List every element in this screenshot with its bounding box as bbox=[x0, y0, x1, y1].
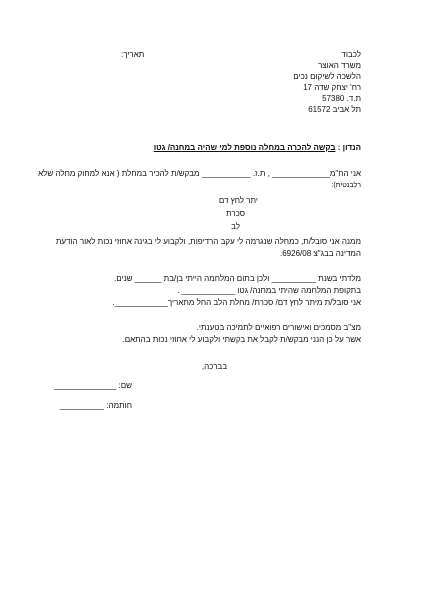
disease-heart: לב bbox=[231, 222, 240, 231]
recipient-line-3: הלשכה לשיקום נכים bbox=[293, 72, 361, 81]
signature-field: חותמה: __________ bbox=[59, 401, 132, 410]
recipient-line-5: ת.ד. 57380 bbox=[322, 94, 361, 103]
recipient-line-1: לכבוד bbox=[341, 50, 361, 59]
suffer-line-2: המדינה בבג"צ 6926/08. bbox=[279, 249, 361, 258]
period-line: בתקופת המלחמה שהיתי במחנה/ גטו ____________ . bbox=[177, 286, 361, 295]
recipient-line-6: תל אביב 61572 bbox=[308, 105, 361, 114]
subject-text: בקשה להכרה במחלה נוספת למי שהיה במחנה/ גטו bbox=[153, 143, 336, 152]
attached-line: מצ"ב מסמכים ואישורים רפואיים לתמיכה בטענתי. bbox=[196, 323, 361, 332]
name-field: שם: ______________ bbox=[54, 381, 132, 390]
born-line: מלדתי בשנת __________ ולכן בתום המלחמה הייתי בן/בת ______ שנים. bbox=[114, 274, 361, 283]
disease-hypertension: יתר לחץ דם bbox=[218, 196, 258, 205]
date-label: תאריך: bbox=[121, 50, 145, 59]
greeting: בברכה, bbox=[201, 362, 227, 371]
since-line: אני סובל/ת מיתר לחץ דם/ סכרת/ מחלת הלב החל מתאריך____________. bbox=[112, 298, 361, 307]
subject-label: הנדון : bbox=[337, 143, 361, 152]
recipient-line-4: רח' יצחק שדה 17 bbox=[303, 83, 361, 92]
request-line: אשר על כן הנני מבקש/ת לקבל את בקשתי ולקבוע לי אחוזי נכות בהתאם. bbox=[122, 335, 361, 344]
disease-diabetes: סכרת bbox=[226, 209, 245, 218]
intro-line-2: רלבנטית): bbox=[331, 182, 361, 189]
recipient-line-2: משרד האוצר bbox=[318, 61, 361, 70]
suffer-line-1: ממנה אני סובל/ת, כמחלה שנגרמה לי עקב הרדיפות, ולקבוע לי בגינה אחוזי נכות לאור הודעת bbox=[55, 237, 361, 246]
subject-line bbox=[40, 143, 361, 153]
intro-line-1: אני הח"מ_____________ , ת.ז. ___________ מבקש/ת להכיר במחלת ( אנא למחוק מחלה שלא bbox=[38, 169, 361, 178]
